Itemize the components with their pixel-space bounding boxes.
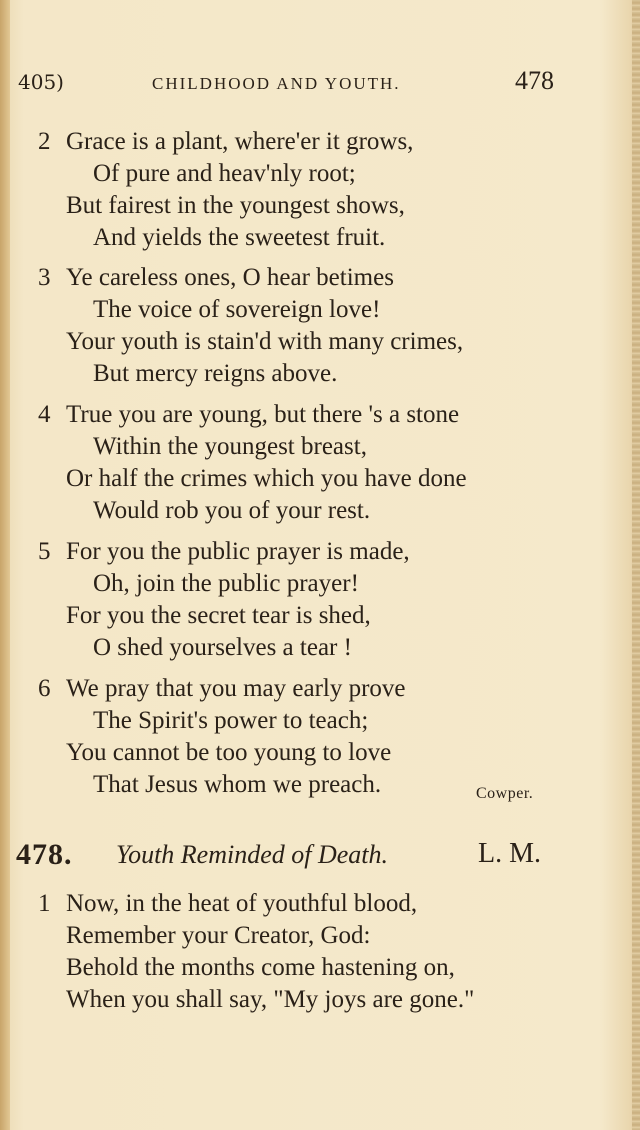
header-hymn-range: 405) [18, 70, 64, 94]
verse-line: The Spirit's power to teach; [93, 707, 369, 734]
hymn-heading [16, 838, 576, 878]
verse-line: Within the youngest breast, [93, 433, 367, 460]
running-header [14, 66, 554, 102]
verse-line: True you are young, but there 's a stone [66, 401, 460, 428]
verse-line: Now, in the heat of youthful blood, [66, 890, 418, 917]
verse-line: For you the secret tear is shed, [66, 602, 371, 629]
verse-line: Oh, join the public prayer! [93, 570, 359, 597]
page-gutter [0, 0, 10, 1130]
verse-line: Grace is a plant, where'er it grows, [66, 128, 414, 155]
hymn-number: 478. [16, 838, 73, 871]
verse-line: Your youth is stain'd with many crimes, [66, 328, 464, 355]
verse-line: Behold the months come hastening on, [66, 954, 455, 981]
verse-line: Or half the crimes which you have done [66, 465, 467, 492]
verse-line: Of pure and heav'nly root; [93, 160, 356, 187]
page-edge [632, 0, 640, 1130]
stanza-number: 1 [38, 890, 51, 917]
hymn-meter: L. M. [478, 838, 541, 869]
verse-line: But fairest in the youngest shows, [66, 192, 405, 219]
hymn-title: Youth Reminded of Death. [116, 840, 389, 869]
verse-line: But mercy reigns above. [93, 360, 338, 387]
header-title: CHILDHOOD AND YOUTH. [152, 74, 401, 93]
verse-line: Ye careless ones, O hear betimes [66, 264, 394, 291]
stanza-number: 3 [38, 264, 51, 291]
verse-line: Remember your Creator, God: [66, 922, 371, 949]
verse-line: You cannot be too young to love [66, 739, 392, 766]
page-number: 478 [515, 66, 554, 95]
verse-line: Would rob you of your rest. [93, 497, 371, 524]
verse-line: That Jesus whom we preach. [93, 771, 382, 798]
stanza-number: 4 [38, 401, 51, 428]
stanza-number: 6 [38, 675, 51, 702]
verse-line: We pray that you may early prove [66, 675, 406, 702]
verse-line: For you the public prayer is made, [66, 538, 410, 565]
verse-line: When you shall say, "My joys are gone." [66, 986, 475, 1013]
verse-line: O shed yourselves a tear ! [93, 634, 352, 661]
verse-line: And yields the sweetest fruit. [93, 224, 386, 251]
stanza-number: 2 [38, 128, 51, 155]
author-attribution: Cowper. [476, 785, 534, 802]
verse-line: The voice of sovereign love! [93, 296, 381, 323]
stanza-number: 5 [38, 538, 51, 565]
